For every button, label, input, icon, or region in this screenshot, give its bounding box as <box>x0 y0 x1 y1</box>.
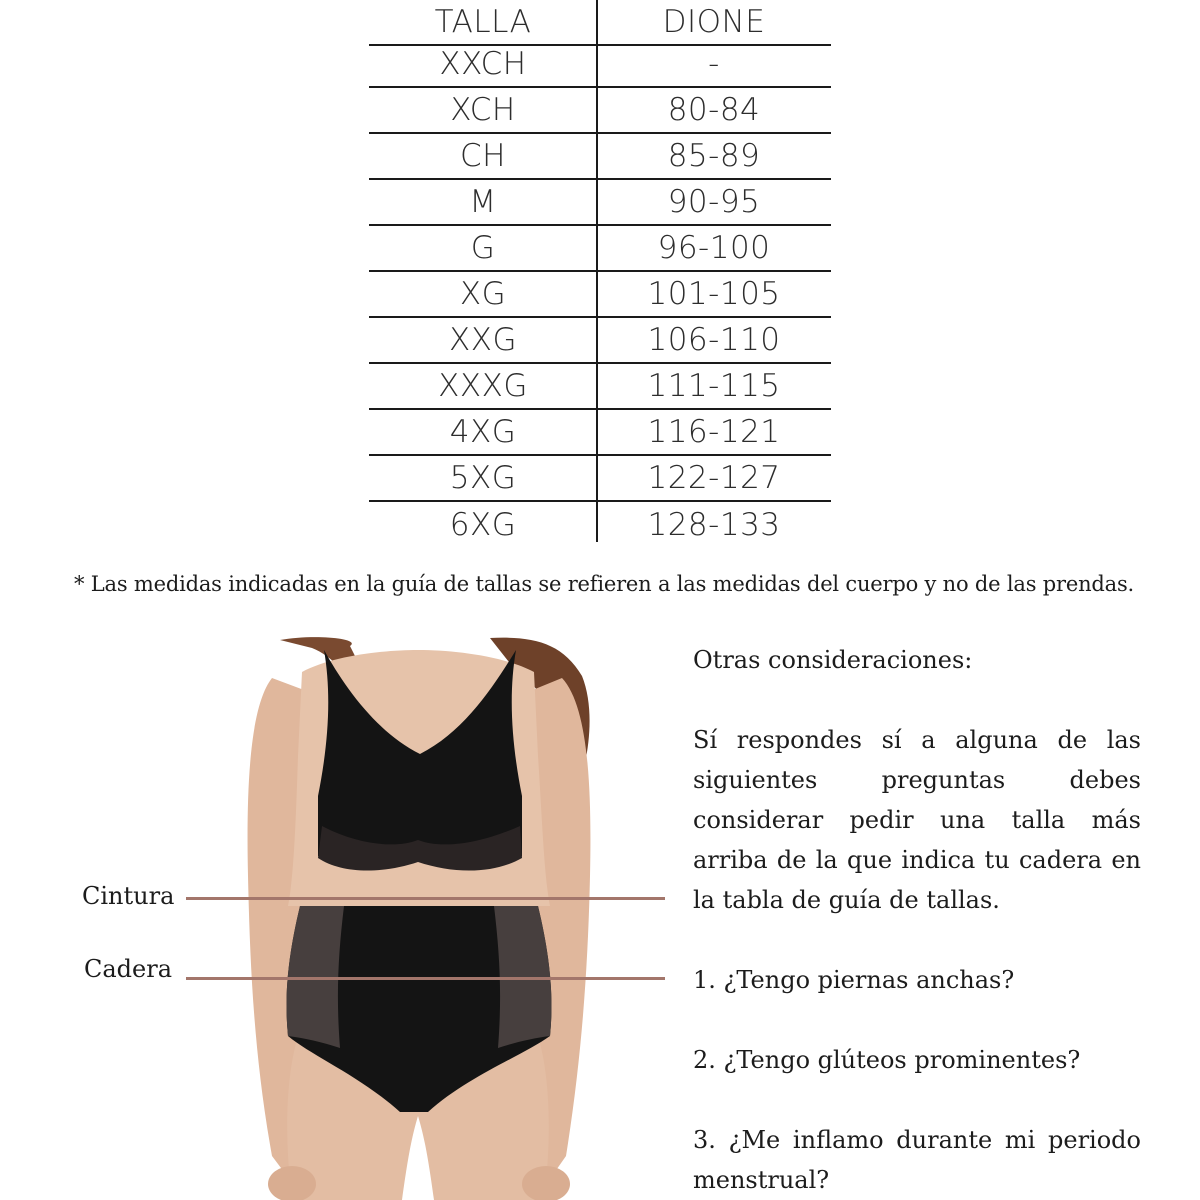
dione-cell: - <box>708 45 720 82</box>
dione-cell: 85-89 <box>667 137 761 174</box>
dione-cell: 90-95 <box>667 183 761 220</box>
table-row <box>369 502 831 548</box>
cintura-label: Cintura <box>82 882 175 910</box>
table-row <box>369 456 831 502</box>
table-row <box>369 272 831 318</box>
question-item: 1. ¿Tengo piernas anchas? <box>693 966 1015 994</box>
dione-cell: 111-115 <box>647 367 781 404</box>
dione-cell: 96-100 <box>657 229 771 266</box>
dione-cell: 116-121 <box>647 413 781 450</box>
talla-cell: XG <box>459 275 507 312</box>
table-row <box>369 88 831 134</box>
talla-cell: XXCH <box>439 45 527 82</box>
model-figure <box>232 636 604 1200</box>
size-table <box>369 0 831 542</box>
dione-cell: 101-105 <box>647 275 781 312</box>
table-row <box>369 410 831 456</box>
dione-cell: 80-84 <box>667 91 761 128</box>
talla-cell: XXG <box>449 321 517 358</box>
cadera-label: Cadera <box>84 955 173 983</box>
talla-cell: 4XG <box>449 413 517 450</box>
table-row <box>369 42 831 88</box>
question-item: 2. ¿Tengo glúteos prominentes? <box>693 1046 1081 1074</box>
dione-cell: 128-133 <box>647 506 781 543</box>
table-row <box>369 364 831 410</box>
talla-cell: 6XG <box>449 506 517 543</box>
table-header-row <box>369 0 831 46</box>
table-row <box>369 180 831 226</box>
size-guide-footnote: * Las medidas indicadas en la guía de tallas se refieren a las medidas del cuerpo y no de las prendas. <box>74 572 1135 596</box>
table-row <box>369 318 831 364</box>
header-talla: TALLA <box>434 3 532 40</box>
cintura-line <box>186 897 665 900</box>
talla-cell: G <box>470 229 496 266</box>
talla-cell: XXXG <box>438 367 528 404</box>
considerations-section <box>693 640 1141 1200</box>
question-item: 3. ¿Me inflamo durante mi periodo menstrual? <box>693 1126 1141 1194</box>
table-row <box>369 226 831 272</box>
dione-cell: 106-110 <box>647 321 781 358</box>
considerations-intro: Sí respondes sí a alguna de las siguientes preguntas debes considerar pedir una talla más arriba de la que indica tu cadera en la tabla de guía de tallas. <box>693 726 1141 914</box>
talla-cell: CH <box>460 137 506 174</box>
considerations-heading: Otras consideraciones: <box>693 646 973 674</box>
model-in-underwear-icon <box>232 636 604 1200</box>
table-row <box>369 134 831 180</box>
talla-cell: 5XG <box>449 459 517 496</box>
header-dione: DIONE <box>662 3 766 40</box>
cadera-line <box>186 977 665 980</box>
talla-cell: XCH <box>450 91 516 128</box>
talla-cell: M <box>469 183 497 220</box>
dione-cell: 122-127 <box>647 459 781 496</box>
